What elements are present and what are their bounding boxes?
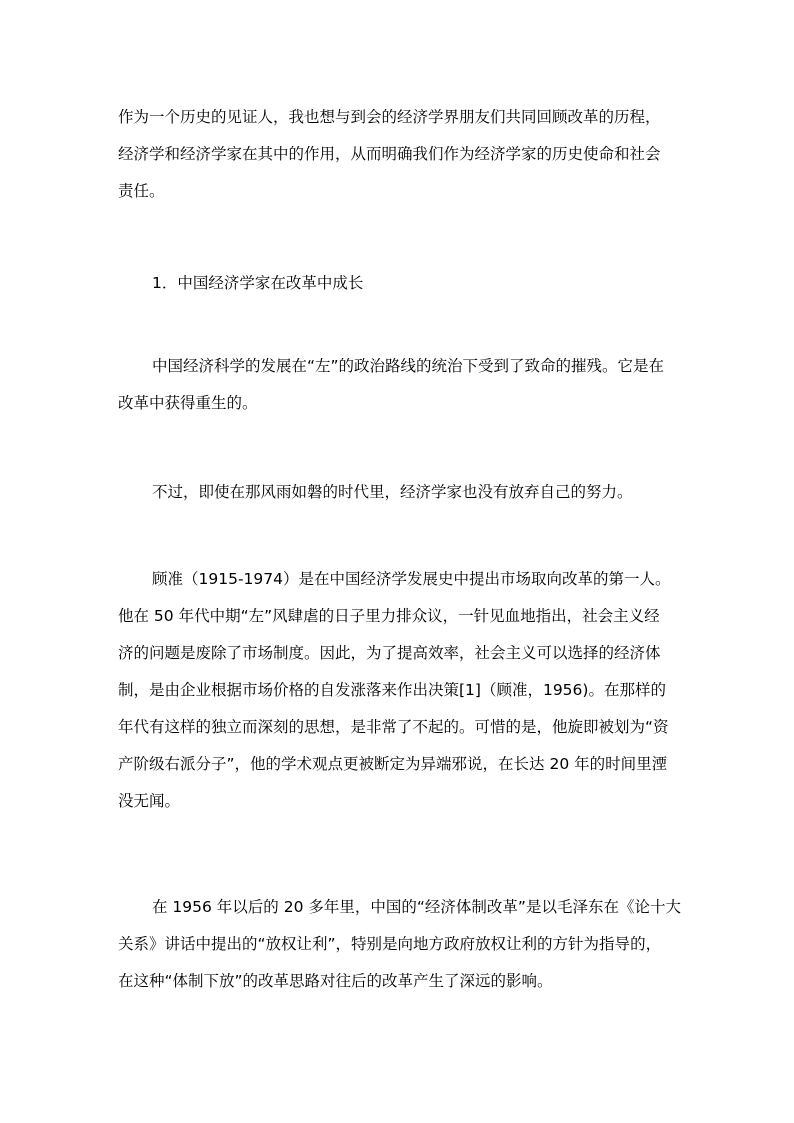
paragraph-efforts [118, 474, 683, 511]
text-line: 不过，即使在那风雨如磐的时代里，经济学家也没有放弃自己的努力。 [152, 483, 633, 501]
text-line: 责任。 [118, 182, 165, 200]
text-line: 顾准（1915-1974）是在中国经济学发展史中提出市场取向改革的第一人。 [152, 570, 671, 588]
text-line: 产阶级右派分子”，他的学术观点更被断定为异端邪说，在长达 20 年的时间里湮 [118, 755, 668, 773]
text-line: 济的问题是废除了市场制度。因此，为了提高效率，社会主义可以选择的经济体 [118, 644, 661, 662]
text-line: 没无闻。 [118, 792, 181, 810]
text-line: 关系》讲话中提出的“放权让利”，特别是向地方政府放权让利的方针为指导的， [118, 935, 662, 953]
text-line: 作为一个历史的见证人，我也想与到会的经济学界朋友们共同回顾改革的历程， [118, 108, 661, 126]
section-heading [118, 265, 683, 302]
text-line: 他在 50 年代中期“左”风肆虐的日子里力排众议，一针见血地指出，社会主义经 [118, 607, 660, 625]
heading-text: 1．中国经济学家在改革中成长 [152, 274, 364, 292]
text-line: 经济学和经济学家在其中的作用，从而明确我们作为经济学家的历史使命和社会 [118, 145, 661, 163]
text-line: 在这种“体制下放”的改革思路对往后的改革产生了深远的影响。 [118, 972, 553, 990]
text-line: 中国经济科学的发展在“左”的政治路线的统治下受到了致命的摧残。它是在 [152, 357, 665, 375]
text-line: 在 1956 年以后的 20 多年里，中国的“经济体制改革”是以毛泽东在《论十大 [152, 898, 681, 916]
paragraph-economics-development [118, 348, 683, 422]
paragraph-witness [118, 99, 683, 210]
text-line: 制，是由企业根据市场价格的自发涨落来作出决策[1]（顾准，1956)。在那样的 [118, 681, 666, 699]
paragraph-gu-zhun [118, 561, 683, 820]
text-line: 改革中获得重生的。 [118, 394, 258, 412]
text-line: 年代有这样的独立而深刻的思想，是非常了不起的。可惜的是，他旋即被划为“资 [118, 718, 669, 736]
paragraph-reform-1956 [118, 889, 683, 1000]
